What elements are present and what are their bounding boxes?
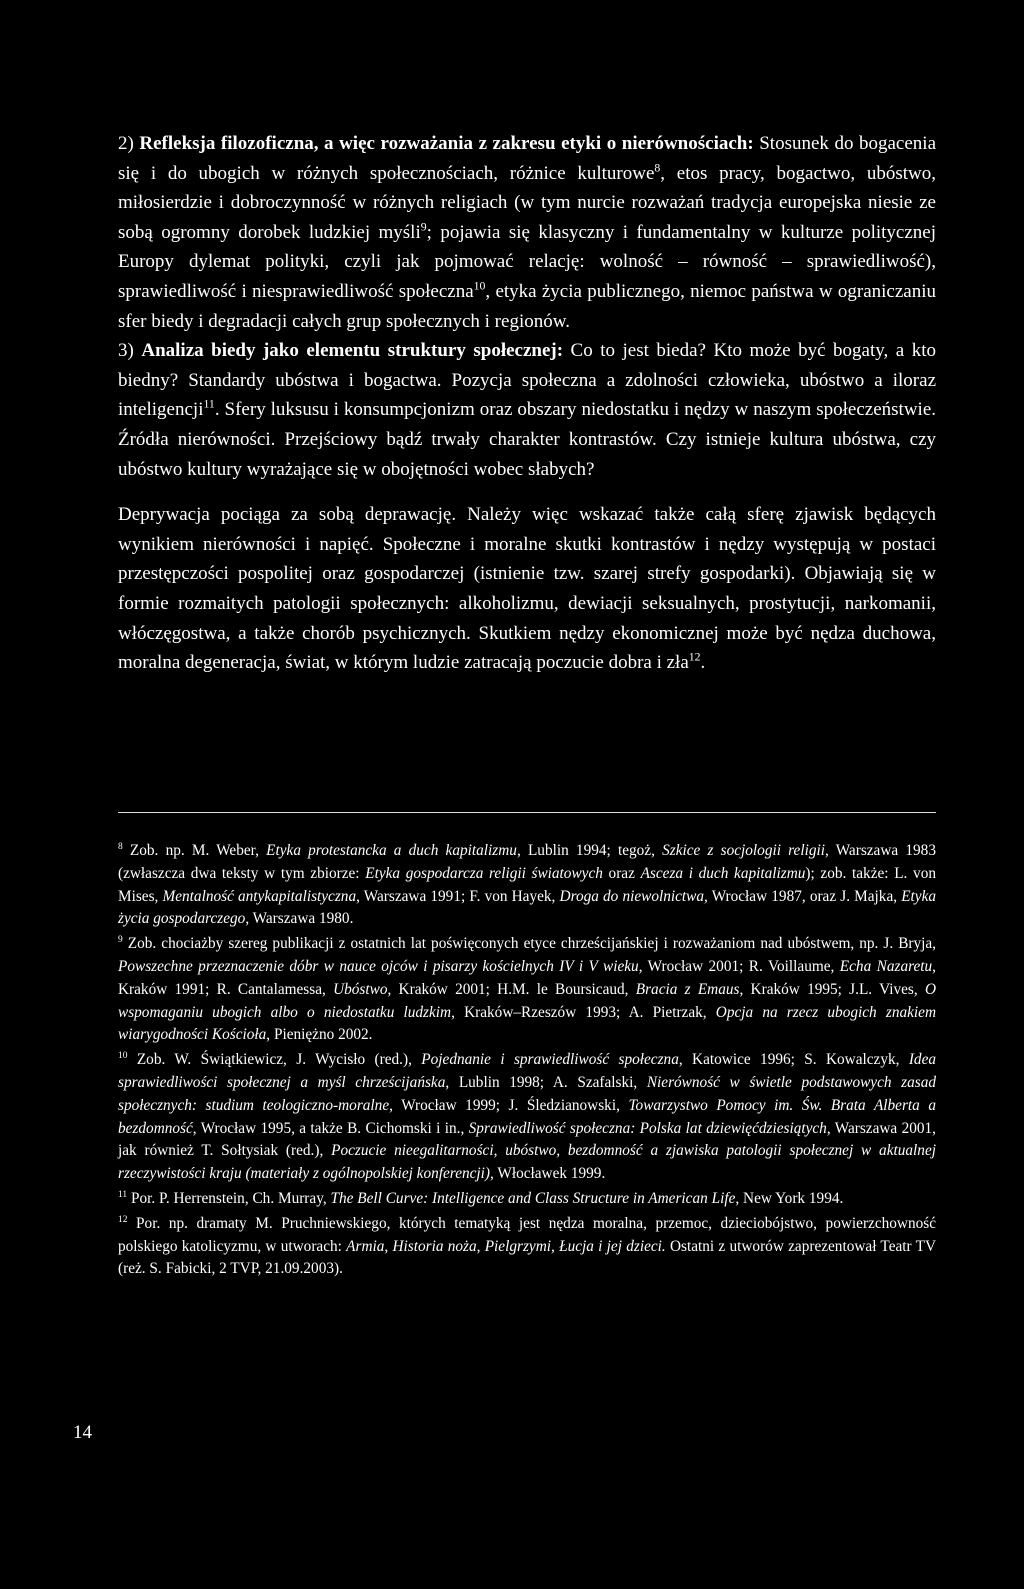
footnote-text: , Warszawa 2001, jak również T. Sołtysiak (red.), (118, 1119, 936, 1160)
footnote-text: , Wrocław 1995, a także B. Cichomski i in., (192, 1119, 469, 1137)
footnote-title: Armia, Historia noża, Pielgrzymi, Łucja i jej dzieci. (346, 1237, 666, 1255)
footnote-title: The Bell Curve: Intelligence and Class Structure in American Life (330, 1189, 736, 1207)
item-text: . Sfery luksusu i konsumpcjonizm oraz obszary niedostatku i nędzy w naszym społeczeństwie. Źródła nierówności. Przejściowy bądź trwały charakter kontrastów. Czy istnieje kultura ubóstwa, czy ubóstwo kultury wyrażające się w obojętności wobec słabych? (118, 399, 936, 480)
footnote-ref[interactable]: 11 (203, 398, 215, 412)
page-number: 14 (73, 1422, 92, 1443)
item-text: , etyka życia publicznego, niemoc państwa w ograniczaniu sfer biedy i degradacji całych grup społecznych i regionów. (118, 280, 936, 332)
paragraph-text: Deprywacja pociąga za sobą deprawację. Należy więc wskazać także całą sferę zjawisk będących wynikiem nierówności i napięć. Społeczne i moralne skutki kontrastów i nędzy występują w postaci przestępczości pospolitej oraz gospodarczej (istnienie tzw. szarej strefy gospodarki). Objawiają się w formie rozmaitych patologii społecznych: alkoholizmu, dewiacji seksualnych, prostytucji, narkomanii, włóczęgostwa, a także chorób psychicznych. Skutkiem nędzy ekonomicznej może być nędza duchowa, moralna degeneracja, świat, w którym ludzie zatracają poczucie dobra i zła (118, 504, 936, 674)
footnote-text: , Wrocław 1987, oraz J. Majka, (704, 887, 902, 905)
footnote-title: Opcja na rzecz ubogich znakiem wiarygodności Kościoła (118, 1003, 936, 1044)
body-paragraph (118, 500, 936, 678)
footnote-text: ); zob. także: L. von Mises, (118, 864, 936, 905)
footnote-10 (118, 1049, 936, 1186)
footnote-ref[interactable]: 10 (473, 279, 486, 293)
footnote-text: , Kraków 1991; R. Cantalamessa, (118, 957, 936, 998)
footnote-title: Droga do niewolnictwa (559, 887, 705, 905)
footnote-title: Szkice z socjologii religii (662, 842, 825, 859)
footnote-text: , Lublin 1998; A. Szafalski, (445, 1073, 647, 1091)
footnote-ref[interactable]: 8 (654, 161, 661, 175)
footnote-title: Towarzystwo Pomocy im. Św. Brata Alberta a bezdomność (118, 1096, 937, 1137)
footnote-title: Etyka życia gospodarczego (118, 887, 937, 928)
footnote-divider (118, 812, 936, 813)
footnote-ref[interactable]: 12 (688, 650, 701, 664)
footnote-title: O wspomaganiu ubogich albo o niedostatku ludzkim (118, 980, 936, 1021)
footnote-title: Etyka gospodarcza religii światowych (365, 864, 603, 882)
footnote-text: , Kraków 1995; J.L. Vives, (739, 980, 925, 998)
footnote-8 (118, 840, 936, 931)
footnote-title: Idea sprawiedliwości społecznej a myśl chrześcijańska (118, 1051, 937, 1091)
footnote-text: , Katowice 1996; S. Kowalczyk, (678, 1051, 909, 1069)
item-heading: Analiza biedy jako elementu struktury społecznej: (141, 340, 564, 362)
footnote-text: , Wrocław 2001; R. Voillaume, (638, 957, 840, 975)
list-item-3 (118, 336, 936, 484)
item-text: Stosunek do bogacenia się i do ubogich w różnych społecznościach, różnice kulturowe (118, 133, 936, 184)
footnote-text: Zob. np. M. Weber, (122, 842, 267, 859)
footnote-text: , Warszawa 1980. (245, 910, 354, 928)
footnote-title: Mentalność antykapitalistyczna (162, 887, 357, 905)
footnote-text: , Wrocław 1999; J. Śledzianowski, (389, 1096, 629, 1114)
footnotes (118, 840, 936, 1283)
footnote-text: , Włocławek 1999. (490, 1165, 606, 1183)
footnote-text: , Kraków 2001; H.M. le Boursicaud, (387, 980, 636, 998)
item-text: Co to jest bieda? Kto może być bogaty, a kto biedny? Standardy ubóstwa i bogactwa. Pozycja społeczna a zdolności człowieka, ubóstwo a iloraz inteligencji (118, 340, 936, 421)
item-number: 3) (118, 340, 134, 362)
footnote-text: Zob. W. Świątkiewicz, J. Wycisło (red.), (127, 1051, 422, 1069)
footnote-title: Etyka protestancka a duch kapitalizmu (266, 842, 517, 859)
list-item-2 (118, 129, 936, 336)
footnote-text: , Kraków–Rzeszów 1993; A. Pietrzak, (451, 1003, 716, 1021)
item-text: , etos pracy, bogactwo, ubóstwo, miłosierdzie i dobroczynność w różnych religiach (w tym nurcie rozważań tradycja europejska niesie ze sobą ogromny dorobek ludzkiej myśli (118, 162, 936, 243)
paragraph-text: . (700, 652, 706, 674)
footnote-text: Ostatni z utworów zaprezentował Teatr TV (reż. S. Fabicki, 2 TVP, 21.09.2003). (118, 1237, 936, 1278)
footnote-text: Por. P. Herrenstein, Ch. Murray, (127, 1189, 331, 1207)
footnote-text: Zob. chociażby szereg publikacji z ostatnich lat poświęconych etyce chrześcijańskiej i rozważaniom nad ubóstwem, np. J. Bryja, (122, 935, 936, 953)
footnote-number: 12 (118, 1214, 128, 1225)
footnote-number: 9 (118, 935, 123, 946)
footnote-title: Poczucie nieegalitarności, ubóstwo, bezdomność a zjawiska patologii społecznej w aktualnej rzeczywistości kraju (materiały z ogólnopolskiej konferencji) (118, 1142, 936, 1183)
footnote-text: , Warszawa 1991; F. von Hayek, (356, 887, 560, 905)
footnote-text: , Pieniężno 2002. (266, 1026, 373, 1044)
footnote-text: , New York 1994. (735, 1189, 844, 1207)
footnote-9 (118, 933, 936, 1047)
footnote-text: , Warszawa 1983 (zwłaszcza dwa teksty w tym zbiorze: (118, 842, 936, 882)
item-heading: Refleksja filozoficzna, a więc rozważania z zakresu etyki o nierównościach: (139, 133, 754, 154)
footnote-title: Pojednanie i sprawiedliwość społeczna (421, 1051, 679, 1069)
footnote-11 (118, 1188, 936, 1211)
item-text: ; pojawia się klasyczny i fundamentalny w kulturze politycznej Europy dylemat polityki, czyli jak pojmować relację: wolność – równość – sprawiedliwość), sprawiedliwość i niesprawiedliwość społeczna (118, 221, 936, 302)
footnote-title: Asceza i duch kapitalizmu (640, 864, 806, 882)
footnote-text: oraz (602, 864, 641, 882)
footnote-text: , Lublin 1994; tegoż, (516, 842, 663, 859)
footnote-number: 10 (118, 1051, 128, 1062)
item-number: 2) (118, 133, 134, 154)
footnote-title: Echa Nazaretu (839, 957, 933, 975)
footnote-title: Powszechne przeznaczenie dóbr w nauce ojców i pisarzy kościelnych IV i V wieku (118, 957, 639, 975)
footnote-title: Ubóstwo (333, 980, 388, 998)
footnote-12 (118, 1213, 936, 1281)
footnote-text: Por. np. dramaty M. Pruchniewskiego, których tematyką jest nędza moralna, przemoc, dzieciobójstwo, powierzchowność polskiego katolicyzmu, w utworach: (118, 1214, 936, 1255)
footnote-title: Bracia z Emaus (635, 980, 740, 998)
footnote-title: Sprawiedliwość społeczna: Polska lat dziewięćdziesiątych (468, 1119, 827, 1137)
main-text (118, 129, 936, 678)
footnote-number: 8 (118, 841, 123, 852)
footnote-number: 11 (118, 1189, 128, 1200)
footnote-ref[interactable]: 9 (420, 220, 427, 234)
footnote-title: Nierówność w świetle podstawowych zasad społecznych: studium teologiczno-moralne (118, 1073, 936, 1114)
